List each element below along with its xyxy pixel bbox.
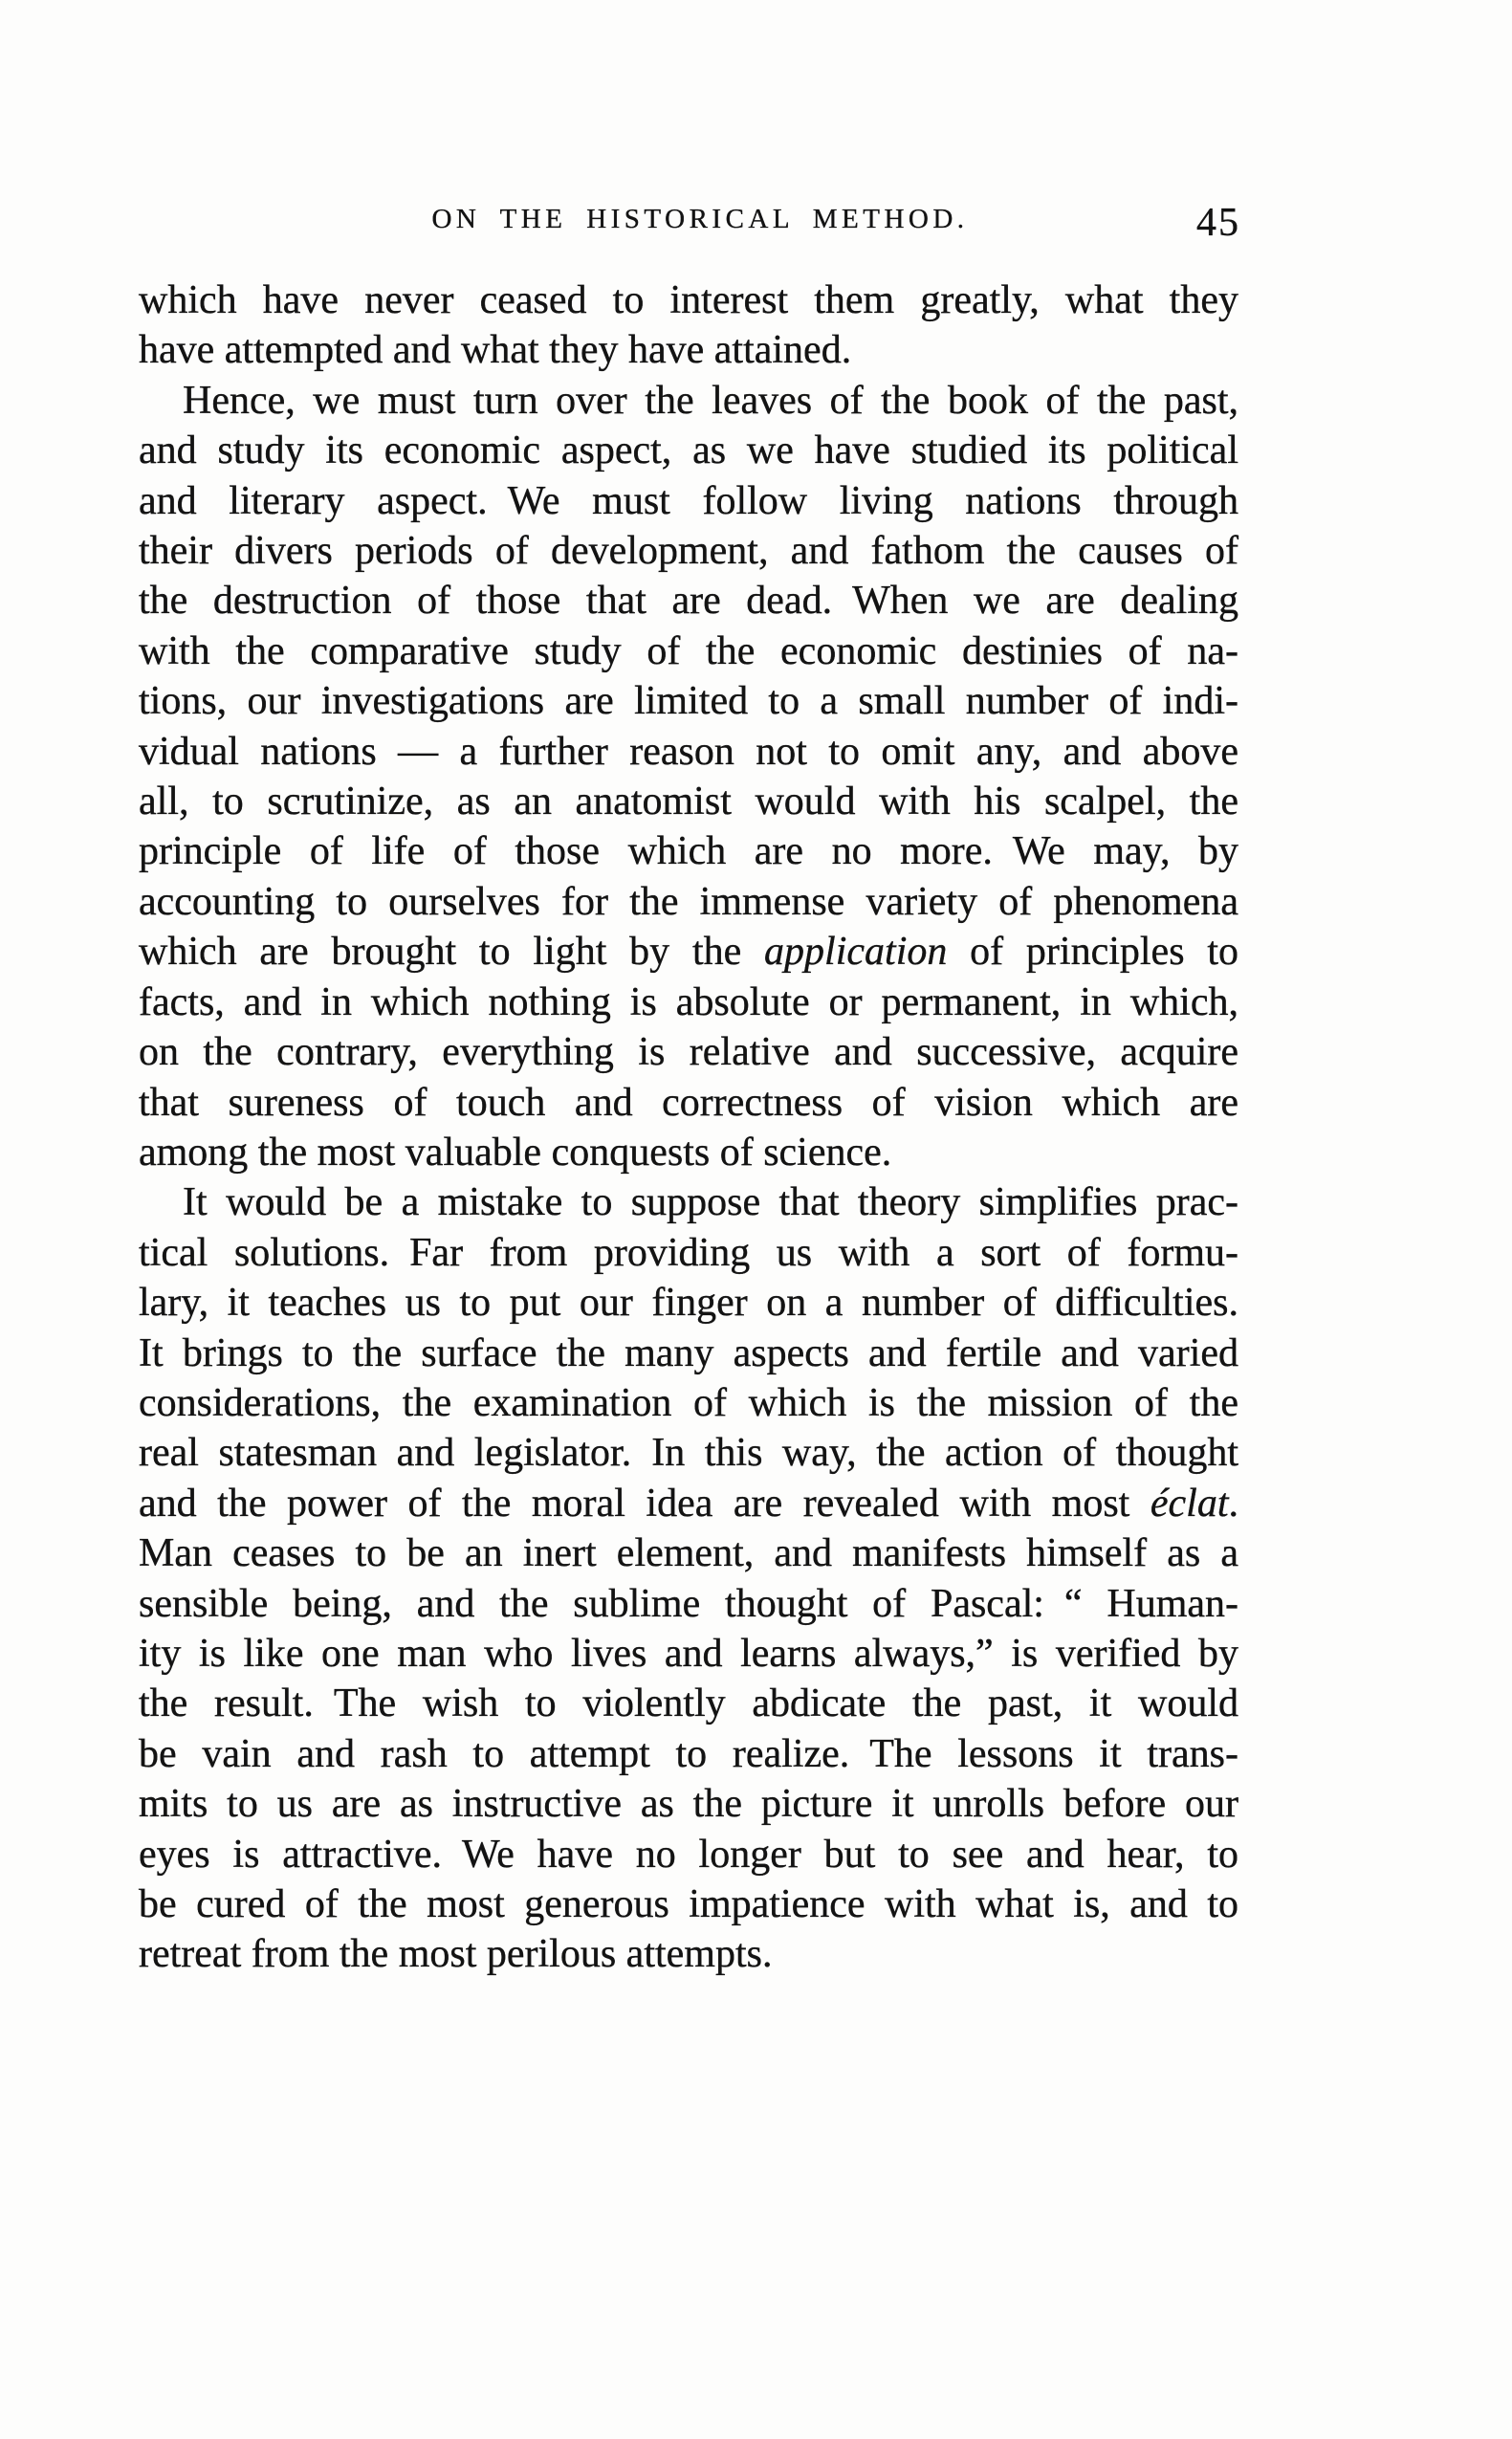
text-line (139, 1228, 1238, 1278)
text-segment: tions, our investigations are limited to a small number of indi- (139, 679, 1238, 724)
text-line (139, 1629, 1238, 1679)
text-segment: tical solutions. Far from providing us with a sort of formu- (139, 1230, 1238, 1275)
text-line (139, 1830, 1238, 1879)
text-segment: on the contrary, everything is relative and successive, acquire (139, 1030, 1238, 1075)
text-line (139, 1278, 1238, 1328)
text-segment: which are brought to light by the (139, 930, 765, 975)
text-segment: Hence, we must turn over the leaves of the book of the past, (183, 378, 1238, 423)
text-segment: facts, and in which nothing is absolute or permanent, in which, (139, 979, 1238, 1024)
text-line (139, 777, 1238, 826)
text-segment: of principles to (947, 930, 1238, 975)
text-segment: retreat from the most perilous attempts. (139, 1932, 773, 1977)
text-line (139, 576, 1238, 626)
text-segment: . (1228, 1481, 1238, 1526)
text-line (139, 1378, 1238, 1428)
text-line (139, 978, 1238, 1027)
text-segment: Man ceases to be an inert element, and manifests himself as a (139, 1531, 1238, 1576)
text-line (139, 626, 1238, 676)
text-segment: among the most valuable conquests of science. (139, 1130, 892, 1175)
text-segment: and study its economic aspect, as we have studied its political (139, 428, 1238, 473)
page-number: 45 (1196, 201, 1240, 245)
text-line (139, 1528, 1238, 1578)
text-line (139, 1729, 1238, 1779)
text-line (139, 1479, 1238, 1528)
text-segment: all, to scrutinize, as an anatomist would with his scalpel, the (139, 780, 1238, 824)
text-line (139, 325, 1238, 375)
text-line (139, 1428, 1238, 1478)
text-line (139, 1679, 1238, 1728)
text-line (139, 1879, 1238, 1929)
text-line (139, 476, 1238, 526)
text-segment: have attempted and what they have attained. (139, 328, 852, 373)
text-segment: lary, it teaches us to put our finger on a number of difficulties. (139, 1281, 1238, 1326)
text-segment: which have never ceased to interest them greatly, what they (139, 278, 1238, 322)
text-segment: the destruction of those that are dead. When we are dealing (139, 579, 1238, 624)
text-segment: with the comparative study of the economic destinies of na- (139, 628, 1238, 673)
text-line (139, 526, 1238, 576)
text-line (139, 1329, 1238, 1378)
text-segment: principle of life of those which are no more. We may, by (139, 829, 1238, 874)
text-segment: that sureness of touch and correctness of vision which are (139, 1080, 1238, 1125)
italic-text: application (764, 930, 948, 975)
text-segment: their divers periods of development, and fathom the causes of (139, 529, 1238, 574)
text-line (139, 676, 1238, 726)
text-segment: and literary aspect. We must follow living nations through (139, 478, 1238, 523)
text-line (139, 1078, 1238, 1128)
text-segment: accounting to ourselves for the immense variety of phenomena (139, 879, 1238, 924)
page-header (139, 206, 1238, 233)
text-line (139, 426, 1238, 475)
text-segment: vidual nations — a further reason not to omit any, and above (139, 729, 1238, 774)
italic-text: éclat (1150, 1481, 1229, 1526)
text-segment: sensible being, and the sublime thought of Pascal: “ Human- (139, 1581, 1238, 1626)
text-segment: and the power of the moral idea are revealed with most (139, 1481, 1150, 1526)
text-segment: It brings to the surface the many aspects and fertile and varied (139, 1330, 1238, 1375)
running-title: ON THE HISTORICAL METHOD. (431, 204, 969, 234)
text-line (139, 1177, 1238, 1227)
text-line (139, 275, 1238, 325)
text-line (139, 727, 1238, 777)
text-line (139, 1027, 1238, 1077)
text-segment: be cured of the most generous impatience with what is, and to (139, 1882, 1238, 1926)
text-line (139, 1579, 1238, 1629)
text-segment: mits to us are as instructive as the picture it unrolls before our (139, 1782, 1238, 1827)
text-segment: It would be a mistake to suppose that theory simplifies prac- (183, 1180, 1238, 1225)
text-segment: be vain and rash to attempt to realize. The lessons it trans- (139, 1731, 1238, 1776)
text-line (139, 376, 1238, 426)
text-line (139, 877, 1238, 927)
text-segment: eyes is attractive. We have no longer but to see and hear, to (139, 1832, 1238, 1877)
text-segment: the result. The wish to violently abdicate the past, it would (139, 1681, 1238, 1726)
text-line (139, 1779, 1238, 1829)
text-segment: considerations, the examination of which is the mission of the (139, 1380, 1238, 1425)
text-line (139, 1929, 1238, 1979)
text-block (139, 275, 1238, 1980)
text-segment: real statesman and legislator. In this way, the action of thought (139, 1431, 1238, 1476)
text-line (139, 826, 1238, 876)
text-line (139, 1128, 1238, 1177)
text-line (139, 927, 1238, 977)
text-segment: ity is like one man who lives and learns always,” is verified by (139, 1631, 1238, 1676)
